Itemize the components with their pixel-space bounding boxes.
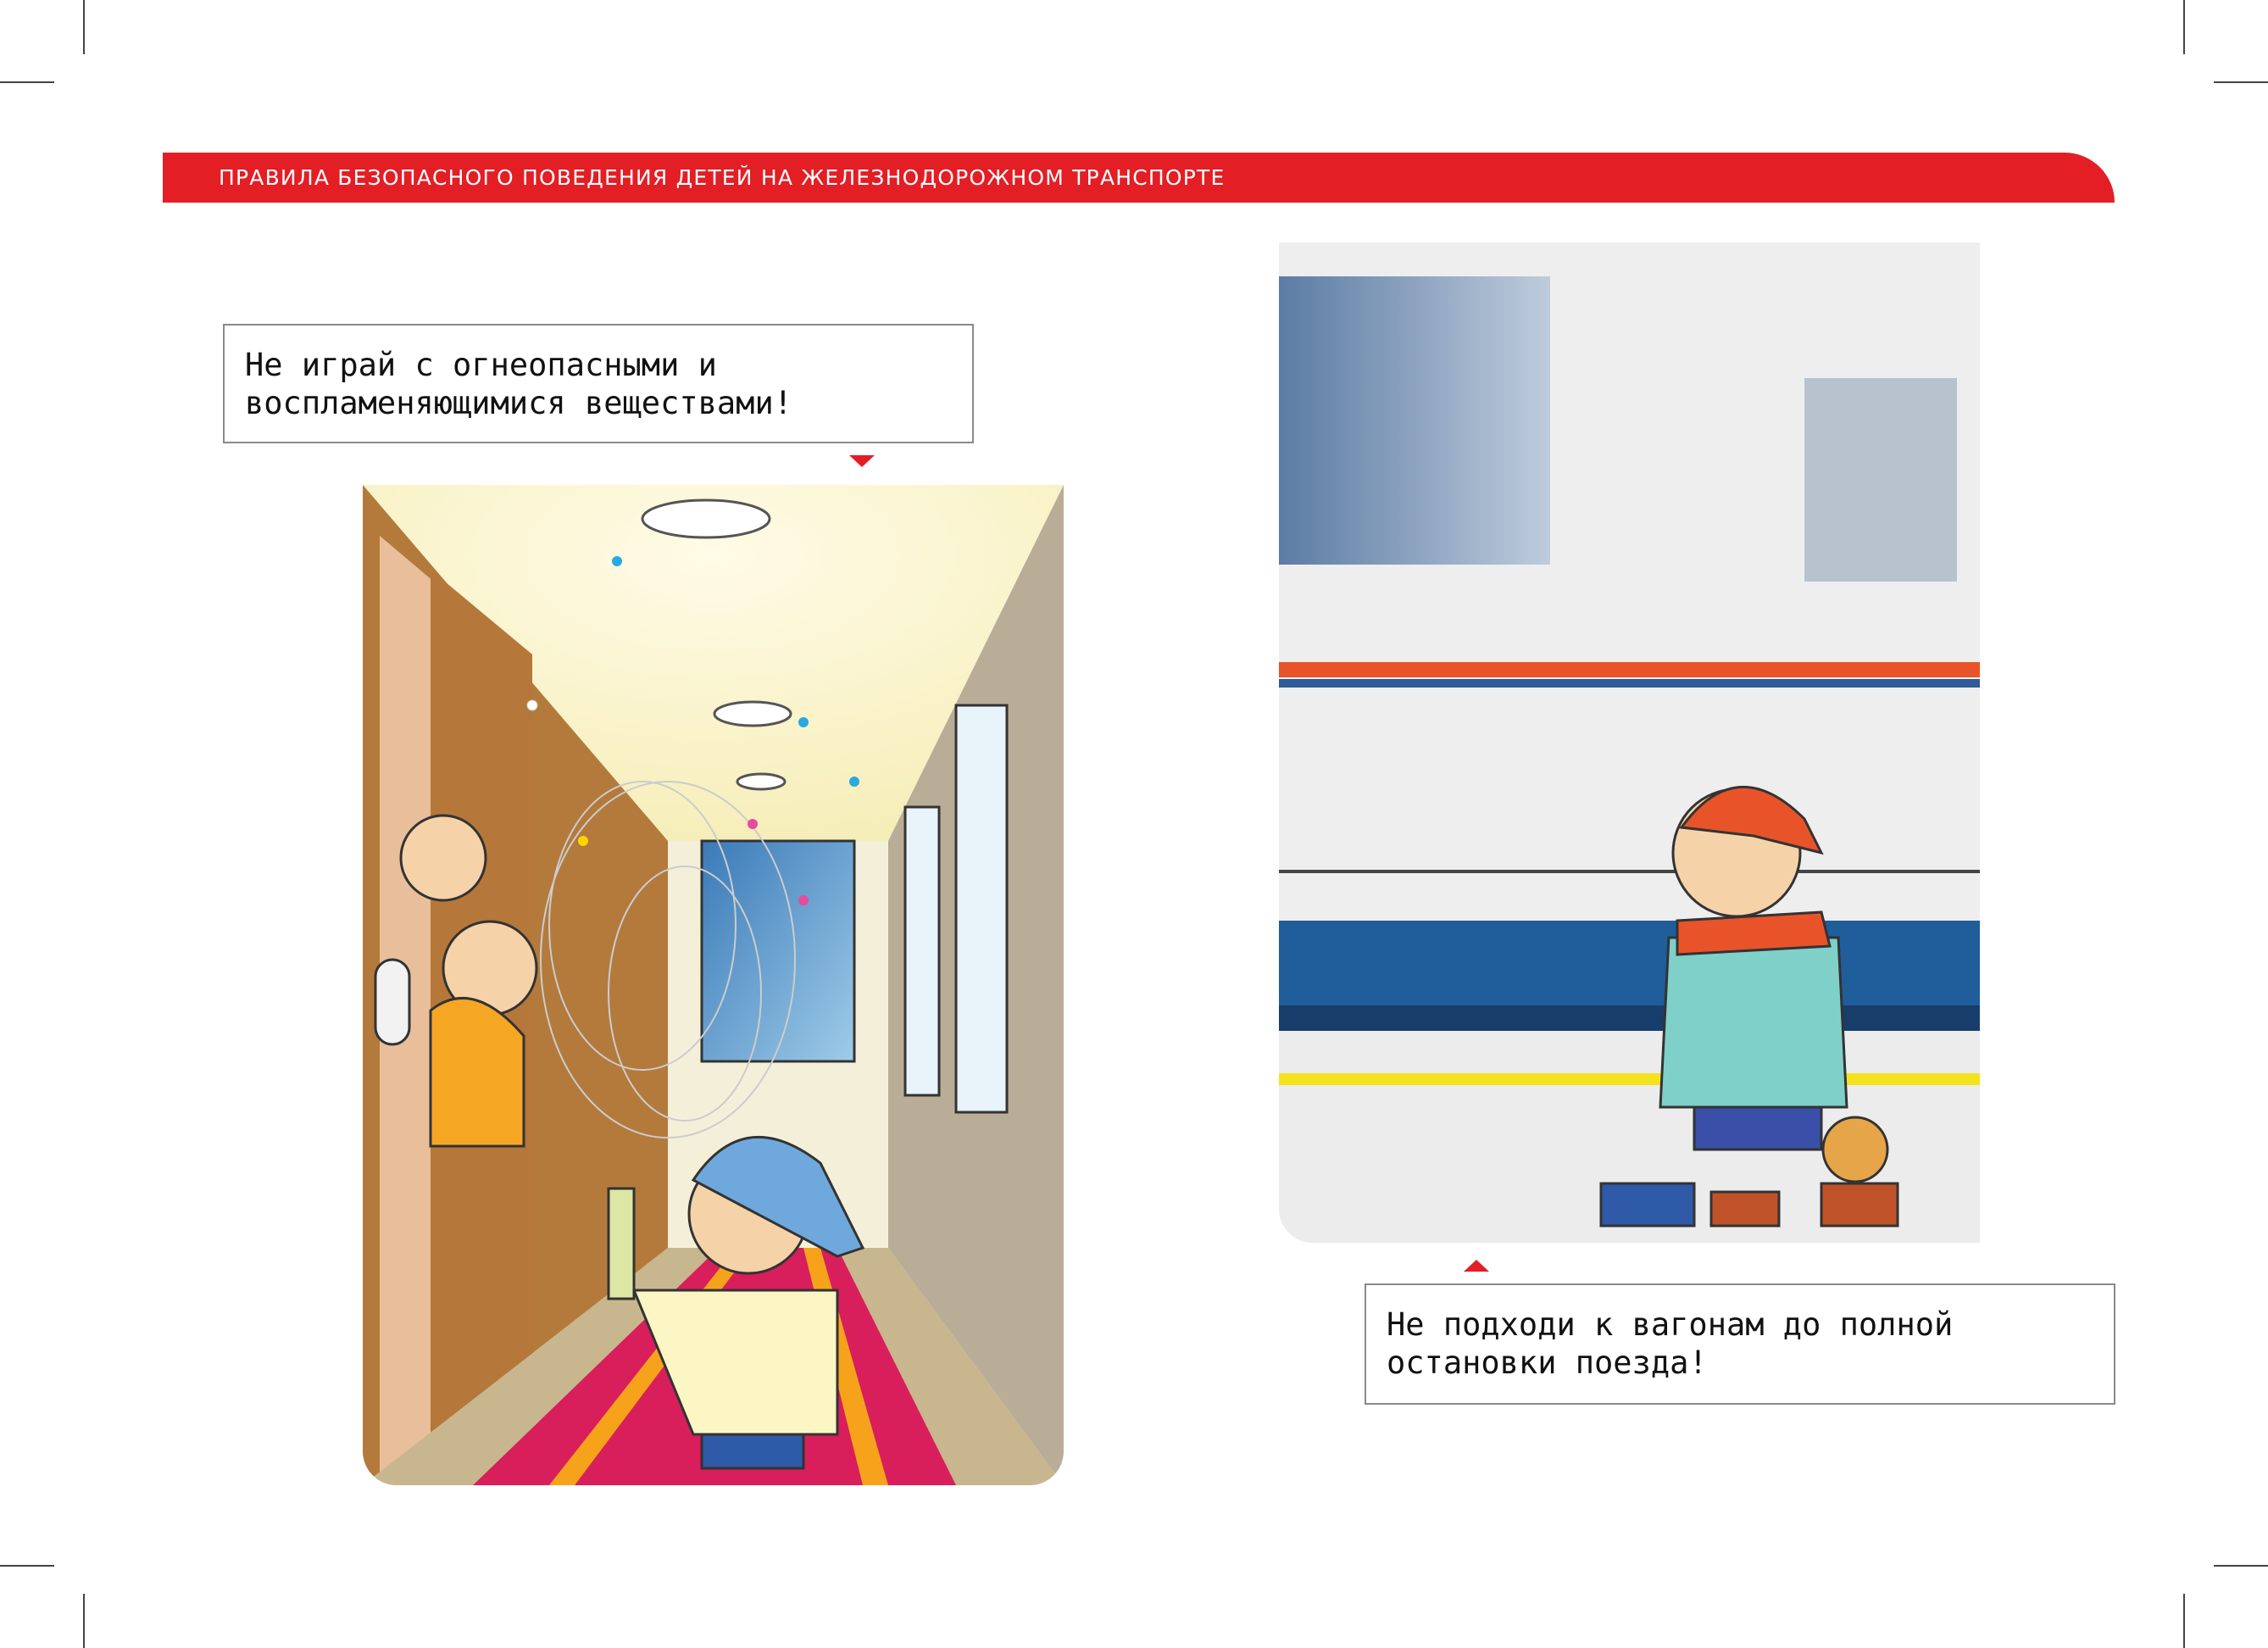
crop-mark	[83, 1594, 85, 1648]
rule-fire-caption	[223, 324, 974, 443]
crop-mark	[83, 0, 85, 54]
pointer-up-icon	[1464, 1260, 1489, 1272]
crop-mark	[2183, 1594, 2185, 1648]
rule-fire-line2: воспламеняющимися веществами!	[245, 385, 793, 421]
platform-train-illustration	[1279, 242, 1980, 1243]
crop-mark	[2183, 0, 2185, 54]
rule-train-caption	[1365, 1283, 2115, 1405]
crop-mark	[0, 1565, 54, 1567]
pointer-down-icon	[849, 455, 875, 467]
rule-train-line2: остановки поезда!	[1387, 1345, 1708, 1381]
crop-mark	[2214, 81, 2268, 83]
header-banner	[163, 153, 2115, 203]
rule-fire-line1: Не играй с огнеопасными и	[245, 347, 717, 383]
rule-train-line1: Не подходи к вагонам до полной	[1387, 1306, 1954, 1343]
crop-mark	[2214, 1565, 2268, 1567]
crop-mark	[0, 81, 54, 83]
corridor-firework-illustration	[363, 485, 1064, 1485]
header-title: ПРАВИЛА БЕЗОПАСНОГО ПОВЕДЕНИЯ ДЕТЕЙ НА ЖЕЛЕЗНОДОРОЖНОМ ТРАНСПОРТЕ	[219, 165, 1226, 190]
